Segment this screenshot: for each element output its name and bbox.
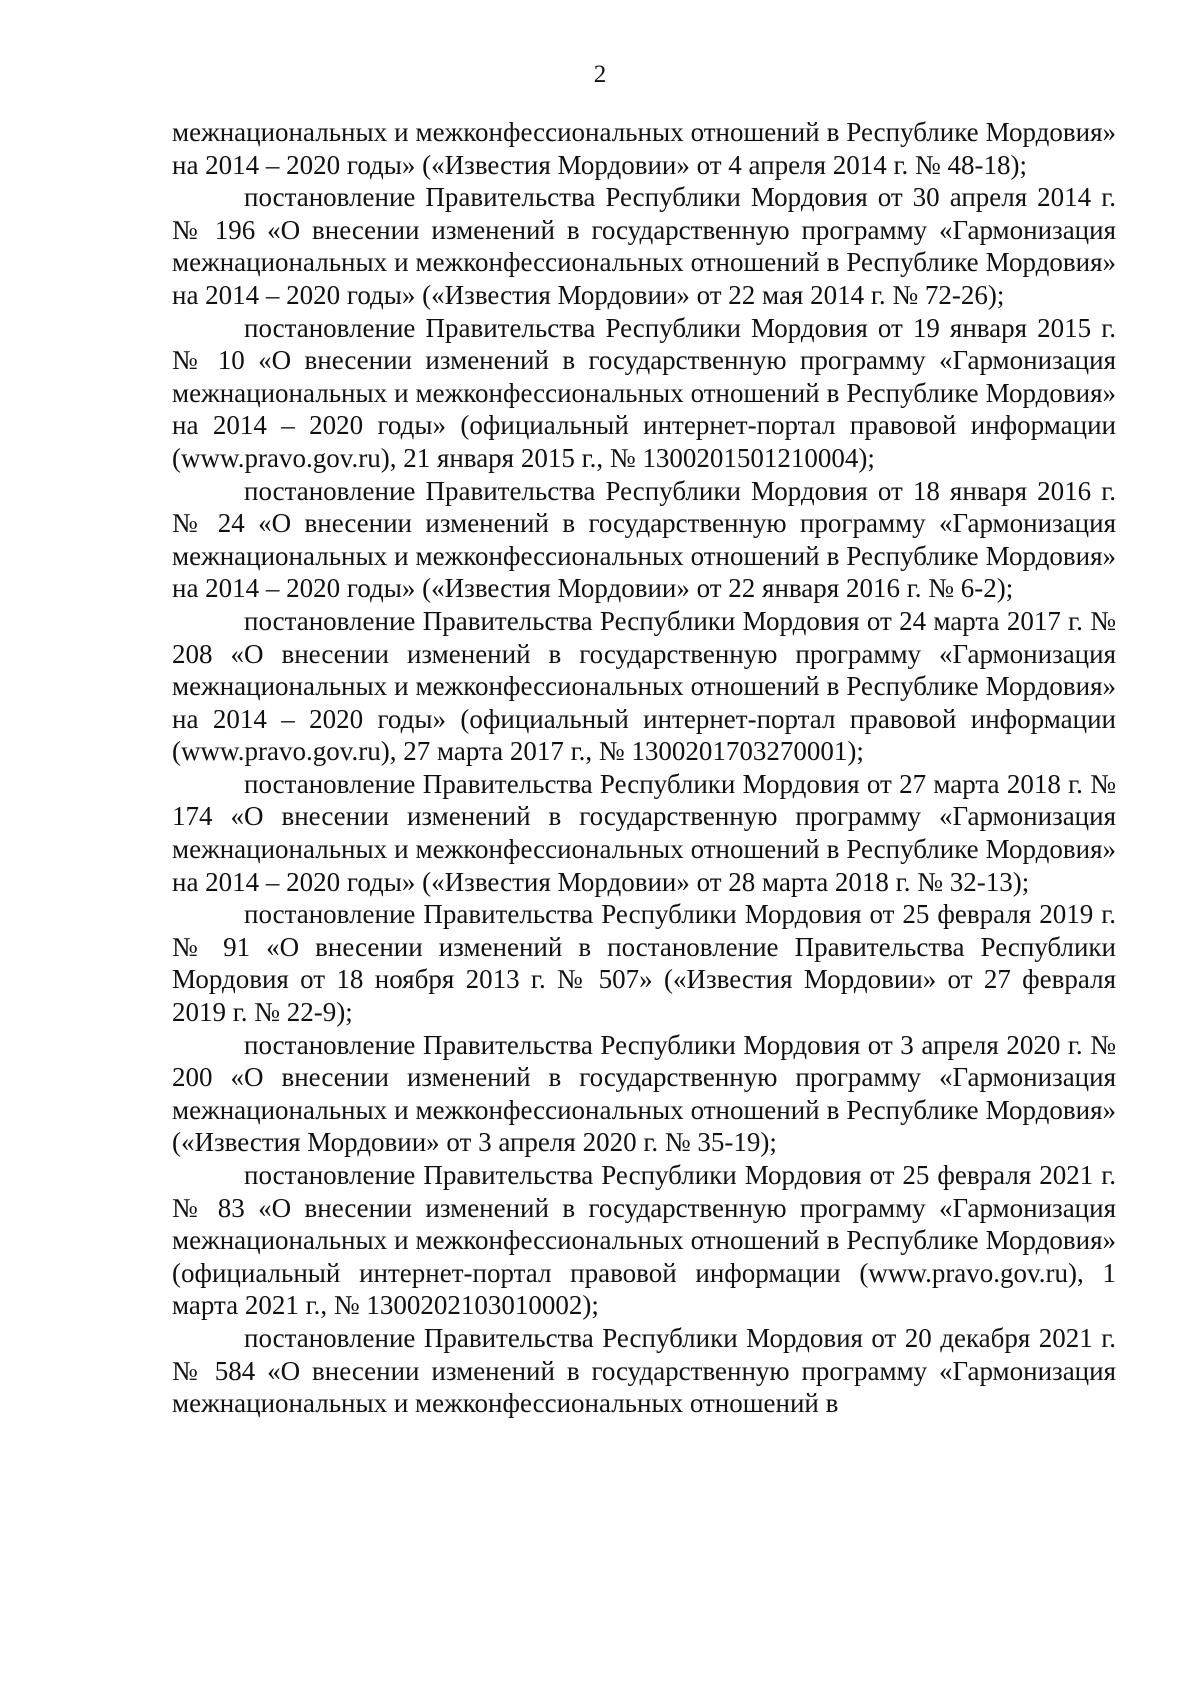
page-number: 2: [593, 61, 607, 88]
paragraph-resolution-2021-83: постановление Правительства Республики Мордовия от 25 февраля 2021 г. № 83 «О внесении изменений в государственную программу «Гармонизация межнациональных и межконфессиональных отношений в Республике Мордовия» (официальный интернет-портал правовой информации (www.pravo.gov.ru), 1 марта 2021 г., № 1300202103010002);: [172, 1160, 1116, 1321]
paragraph-resolution-2017-208: постановление Правительства Республики Мордовия от 24 марта 2017 г. № 208 «О внесении изменений в государственную программу «Гармонизация межнациональных и межконфессиональных отношений в Республике Мордовия» на 2014 – 2020 годы» (официальный интернет-портал правовой информации (www.pravo.gov.ru), 27 марта 2017 г., № 1300201703270001);: [172, 605, 1116, 767]
paragraph-resolution-2015-10: постановление Правительства Республики Мордовия от 19 января 2015 г. № 10 «О внесении изменений в государственную программу «Гармонизация межнациональных и межконфессиональных отношений в Республике Мордовия» на 2014 – 2020 годы» (официальный интернет-портал правовой информации (www.pravo.gov.ru), 21 января 2015 г., № 1300201501210004);: [172, 312, 1116, 473]
paragraph-resolution-2021-584: постановление Правительства Республики Мордовия от 20 декабря 2021 г. № 584 «О внесении изменений в государственную программу «Гармонизация межнациональных и межконфессиональных отношений в: [172, 1322, 1116, 1419]
paragraph-resolution-2019-91: постановление Правительства Республики Мордовия от 25 февраля 2019 г. № 91 «О внесении изменений в постановление Правительства Республики Мордовия от 18 ноября 2013 г. № 507» («Известия Мордовии» от 27 февраля 2019 г. № 22-9);: [172, 899, 1116, 1028]
document-body: [172, 116, 1116, 1420]
paragraph-resolution-2016-24: постановление Правительства Республики Мордовия от 18 января 2016 г. № 24 «О внесении изменений в государственную программу «Гармонизация межнациональных и межконфессиональных отношений в Республике Мордовия» на 2014 – 2020 годы» («Известия Мордовии» от 22 января 2016 г. № 6-2);: [172, 475, 1116, 604]
paragraph-resolution-2020-200: постановление Правительства Республики Мордовия от 3 апреля 2020 г. № 200 «О внесении изменений в государственную программу «Гармонизация межнациональных и межконфессиональных отношений в Республике Мордовия» («Известия Мордовии» от 3 апреля 2020 г. № 35-19);: [172, 1029, 1116, 1158]
paragraph-resolution-2018-174: постановление Правительства Республики Мордовия от 27 марта 2018 г. № 174 «О внесении изменений в государственную программу «Гармонизация межнациональных и межконфессиональных отношений в Республике Мордовия» на 2014 – 2020 годы» («Известия Мордовии» от 28 марта 2018 г. № 32-13);: [172, 768, 1116, 897]
paragraph-continuation: межнациональных и межконфессиональных отношений в Республике Мордовия» на 2014 – 2020 годы» («Известия Мордовии» от 4 апреля 2014 г. № 48-18);: [172, 117, 1116, 180]
paragraph-resolution-2014-196: постановление Правительства Республики Мордовия от 30 апреля 2014 г. № 196 «О внесении изменений в государственную программу «Гармонизация межнациональных и межконфессиональных отношений в Республике Мордовия» на 2014 – 2020 годы» («Известия Мордовии» от 22 мая 2014 г. № 72-26);: [172, 182, 1116, 310]
